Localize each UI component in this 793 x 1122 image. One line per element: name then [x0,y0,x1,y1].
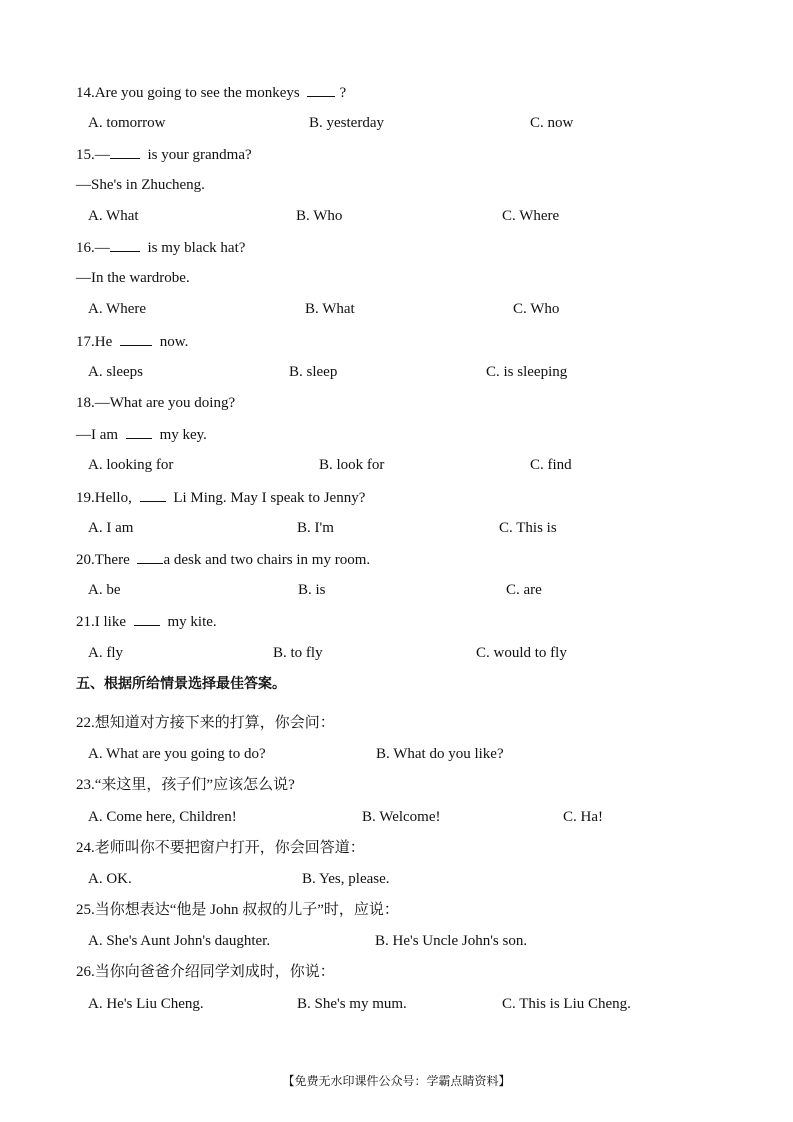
question-25: 25.当你想表达“他是 John 叔叔的儿子”时，应说： [76,902,399,918]
section-title: 五、根据所给情景选择最佳答案。 [76,676,286,692]
question-text: —I am [76,427,122,443]
answer-blank [120,331,152,346]
option-b: B. What do you like? [376,746,504,762]
option-c: C. are [506,582,542,598]
option-b: B. She's my mum. [297,996,407,1012]
question-22: 22.想知道对方接下来的打算，你会问： [76,715,335,731]
question-19 [76,487,365,508]
question-text: ? [339,85,347,101]
option-a: A. be [88,582,121,598]
option-c: C. is sleeping [486,364,568,380]
option-c: C. would to fly [476,645,567,661]
question-24: 24.老师叫你不要把窗户打开，你会回答道： [76,840,365,856]
option-b: B. look for [319,457,385,473]
option-c: C. Ha! [563,809,603,825]
question-text: 21.I like [76,614,130,630]
option-b: B. He's Uncle John's son. [375,933,528,949]
answer-blank [137,549,163,564]
question-text: 15.— [76,147,110,163]
question-15-reply: —She's in Zhucheng. [76,177,205,193]
question-text: 16.— [76,240,110,256]
question-26: 26.当你向爸爸介绍同学刘成时，你说： [76,964,335,980]
option-b: B. is [298,582,326,598]
option-c: C. find [530,457,572,473]
question-14 [76,82,346,103]
option-a: A. I am [88,520,134,536]
answer-blank [110,144,140,159]
question-text: is your grandma? [143,147,252,163]
option-a: A. looking for [88,457,174,473]
option-c: C. This is [499,520,557,536]
question-text: my key. [155,427,207,443]
option-b: B. What [305,301,355,317]
answer-blank [110,237,140,252]
answer-blank [134,611,160,626]
option-b: B. to fly [273,645,323,661]
answer-blank [126,424,152,439]
question-text: a desk and two chairs in my room. [163,552,371,568]
answer-blank [140,487,166,502]
question-18-reply [76,424,207,445]
question-text: 17.He [76,334,116,350]
option-a: A. She's Aunt John's daughter. [88,933,271,949]
question-16 [76,237,245,258]
option-a: A. Where [88,301,147,317]
option-a: A. What are you going to do? [88,746,266,762]
question-text: 14.Are you going to see the monkeys [76,85,304,101]
option-b: B. sleep [289,364,338,380]
option-a: A. He's Liu Cheng. [88,996,204,1012]
option-b: B. Yes, please. [302,871,390,887]
option-b: B. Who [296,208,343,224]
option-c: C. Where [502,208,560,224]
question-text: Li Ming. May I speak to Jenny? [169,490,366,506]
question-15 [76,144,252,165]
option-a: A. sleeps [88,364,143,380]
question-20 [76,549,370,570]
page-footer: 【免费无水印课件公众号：学霸点睛资料】 [282,1074,511,1088]
question-21 [76,611,217,632]
option-a: A. tomorrow [88,115,166,131]
question-text: my kite. [163,614,217,630]
question-text: 19.Hello, [76,490,136,506]
option-a: A. OK. [88,871,132,887]
option-c: C. Who [513,301,560,317]
question-16-reply: —In the wardrobe. [76,270,190,286]
question-17 [76,331,188,352]
question-text: 20.There [76,552,134,568]
option-b: B. yesterday [309,115,384,131]
option-b: B. Welcome! [362,809,441,825]
question-text: now. [156,334,189,350]
option-a: A. fly [88,645,123,661]
option-c: C. This is Liu Cheng. [502,996,631,1012]
question-text: is my black hat? [143,240,246,256]
option-a: A. What [88,208,139,224]
answer-blank [307,82,335,97]
option-a: A. Come here, Children! [88,809,237,825]
option-c: C. now [530,115,574,131]
question-18: 18.—What are you doing? [76,395,236,411]
option-b: B. I'm [297,520,334,536]
question-23: 23.“来这里，孩子们”应该怎么说? [76,777,295,793]
